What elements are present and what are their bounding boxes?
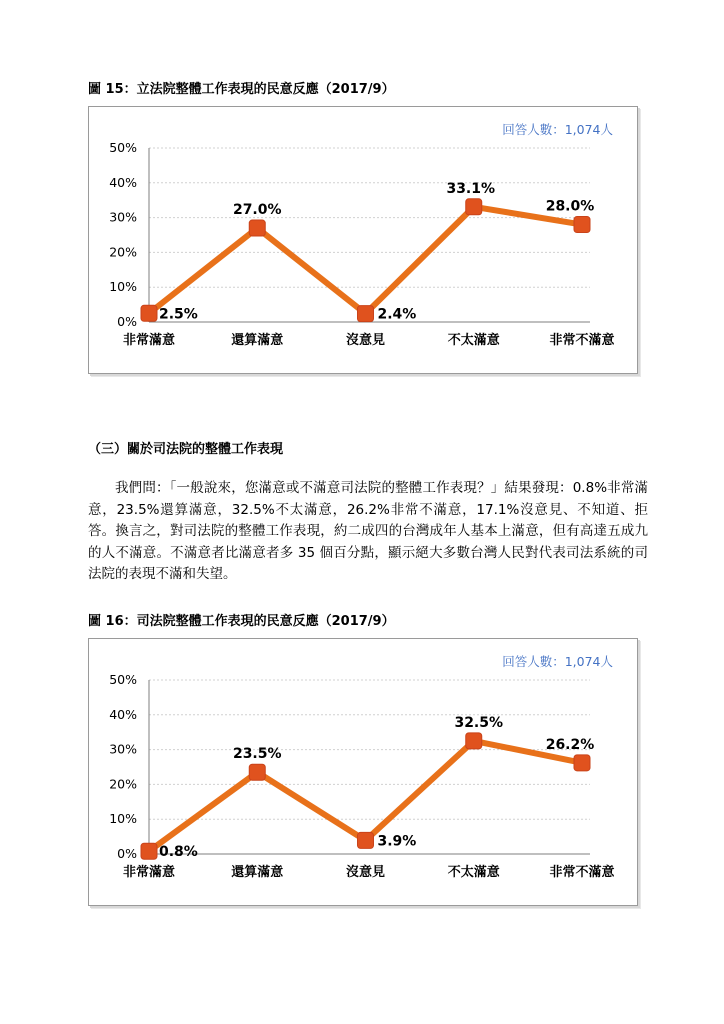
data-label: 28.0%: [545, 198, 595, 215]
x-tick-label: 非常滿意: [122, 865, 176, 880]
figure-16-chart: [88, 638, 638, 906]
data-label: 23.5%: [232, 746, 282, 763]
x-tick-label: 非常滿意: [122, 333, 176, 348]
data-label: 2.4%: [377, 306, 417, 323]
x-tick-label: 還算滿意: [231, 333, 284, 348]
x-tick-label: 沒意見: [345, 865, 386, 880]
figure-15-plot: [89, 107, 637, 373]
data-label: 26.2%: [545, 736, 595, 753]
data-label: 27.0%: [232, 202, 282, 219]
data-label: 3.9%: [377, 833, 417, 850]
figure-15-caption: 圖 15：立法院整體工作表現的民意反應（2017/9）: [88, 82, 395, 97]
x-tick-label: 不太滿意: [447, 333, 500, 348]
data-point: [574, 755, 590, 771]
data-point: [358, 306, 374, 322]
y-tick-label: 20%: [109, 244, 137, 260]
figure-16-caption: 圖 16：司法院整體工作表現的民意反應（2017/9）: [88, 614, 395, 629]
y-tick-label: 0%: [117, 846, 137, 861]
x-tick-label: 還算滿意: [231, 865, 284, 880]
respondents-count: 回答人數：1,074人: [502, 122, 613, 137]
series-line: [149, 207, 582, 314]
data-point: [466, 199, 482, 215]
x-tick-label: 非常不滿意: [549, 865, 615, 880]
data-point: [466, 733, 482, 749]
y-tick-label: 20%: [109, 776, 137, 792]
x-tick-label: 非常不滿意: [549, 333, 615, 348]
y-tick-label: 40%: [109, 706, 137, 722]
figure-16-plot: [89, 639, 637, 905]
respondents-count: 回答人數：1,074人: [502, 654, 613, 669]
y-tick-label: 50%: [109, 140, 137, 155]
data-point: [141, 843, 157, 859]
x-tick-label: 不太滿意: [447, 865, 500, 880]
body-paragraph: 我們問：「一般說來，您滿意或不滿意司法院的整體工作表現？」結果發現：0.8%非常滿意，23.5%還算滿意，32.5%不太滿意，26.2%非常不滿意，17.1%沒意見、不知道、拒答。換言之，對司法院的整體工作表現，約二成四的台灣成年人基本上滿意，但有高達五成九的人不滿意。不滿意者比滿意者多 35 個百分點，顯示絕大多數台灣人民對代表司法系統的司法院的表現不滿和失望。: [88, 480, 648, 582]
data-point: [249, 764, 265, 780]
data-point: [358, 832, 374, 848]
data-label: 0.8%: [159, 844, 198, 861]
data-label: 2.5%: [159, 306, 198, 323]
data-label: 32.5%: [454, 714, 504, 731]
x-tick-label: 沒意見: [345, 333, 386, 348]
y-tick-label: 10%: [109, 811, 137, 827]
figure-15-chart: [88, 106, 638, 374]
y-tick-label: 40%: [109, 174, 137, 190]
data-point: [249, 220, 265, 236]
y-tick-label: 0%: [117, 314, 137, 329]
y-tick-label: 30%: [109, 741, 137, 757]
section-heading: （三）關於司法院的整體工作表現: [88, 442, 284, 457]
data-point: [141, 305, 157, 321]
data-point: [574, 217, 590, 233]
data-label: 33.1%: [446, 180, 496, 197]
y-tick-label: 50%: [109, 672, 137, 687]
y-tick-label: 30%: [109, 209, 137, 225]
y-tick-label: 10%: [109, 279, 137, 295]
